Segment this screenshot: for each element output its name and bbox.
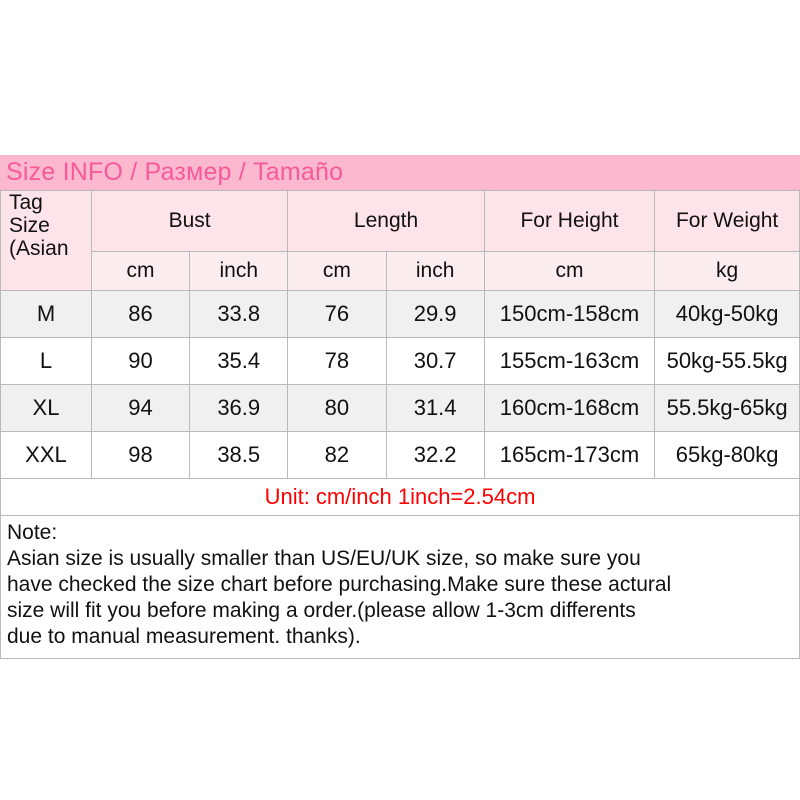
- cell-height: 165cm-173cm: [484, 432, 655, 479]
- cell-bust-inch: 36.9: [190, 385, 288, 432]
- cell-length-cm: 80: [288, 385, 386, 432]
- cell-height: 155cm-163cm: [484, 338, 655, 385]
- cell-weight: 65kg-80kg: [655, 432, 800, 479]
- cell-weight: 40kg-50kg: [655, 291, 800, 338]
- cell-length-inch: 31.4: [386, 385, 484, 432]
- tag-size-line-1: Tag: [9, 191, 43, 214]
- table-header-unit-row: [1, 252, 800, 291]
- cell-bust-cm: 94: [91, 385, 189, 432]
- cell-length-cm: 76: [288, 291, 386, 338]
- header-length: Length: [288, 191, 484, 252]
- table-row: [1, 385, 800, 432]
- cell-bust-inch: 38.5: [190, 432, 288, 479]
- unit-length-cm: cm: [288, 252, 386, 291]
- cell-size: L: [1, 338, 92, 385]
- size-table: [0, 190, 800, 479]
- unit-height-cm: cm: [484, 252, 655, 291]
- table-row: [1, 291, 800, 338]
- cell-length-inch: 32.2: [386, 432, 484, 479]
- cell-bust-cm: 98: [91, 432, 189, 479]
- page-title: Size INFO / Размер / Tamaño: [0, 155, 800, 190]
- cell-size: M: [1, 291, 92, 338]
- table-row: [1, 338, 800, 385]
- size-chart-container: [0, 155, 800, 659]
- unit-weight-kg: kg: [655, 252, 800, 291]
- tag-size-header: [1, 191, 92, 291]
- tag-size-line-3: (Asian: [9, 237, 69, 260]
- note-box: [0, 516, 800, 659]
- cell-size: XL: [1, 385, 92, 432]
- cell-height: 160cm-168cm: [484, 385, 655, 432]
- tag-size-line-2: Size: [9, 214, 50, 237]
- note-line-4: due to manual measurement. thanks).: [7, 625, 361, 648]
- cell-bust-inch: 33.8: [190, 291, 288, 338]
- cell-weight: 55.5kg-65kg: [655, 385, 800, 432]
- note-line-1: Asian size is usually smaller than US/EU/UK size, so make sure you: [7, 547, 641, 570]
- cell-bust-cm: 86: [91, 291, 189, 338]
- table-header-group-row: [1, 191, 800, 252]
- unit-bust-inch: inch: [190, 252, 288, 291]
- header-for-weight: For Weight: [655, 191, 800, 252]
- cell-bust-cm: 90: [91, 338, 189, 385]
- unit-length-inch: inch: [386, 252, 484, 291]
- note-line-2: have checked the size chart before purchasing.Make sure these actural: [7, 573, 672, 596]
- unit-bust-cm: cm: [91, 252, 189, 291]
- cell-size: XXL: [1, 432, 92, 479]
- cell-length-cm: 82: [288, 432, 386, 479]
- note-heading: Note:: [7, 521, 58, 544]
- cell-length-inch: 29.9: [386, 291, 484, 338]
- header-for-height: For Height: [484, 191, 655, 252]
- header-bust: Bust: [91, 191, 287, 252]
- cell-weight: 50kg-55.5kg: [655, 338, 800, 385]
- cell-height: 150cm-158cm: [484, 291, 655, 338]
- table-row: [1, 432, 800, 479]
- unit-note: Unit: cm/inch 1inch=2.54cm: [0, 479, 800, 516]
- cell-bust-inch: 35.4: [190, 338, 288, 385]
- note-line-3: size will fit you before making a order.(please allow 1-3cm differents: [7, 599, 636, 622]
- cell-length-cm: 78: [288, 338, 386, 385]
- cell-length-inch: 30.7: [386, 338, 484, 385]
